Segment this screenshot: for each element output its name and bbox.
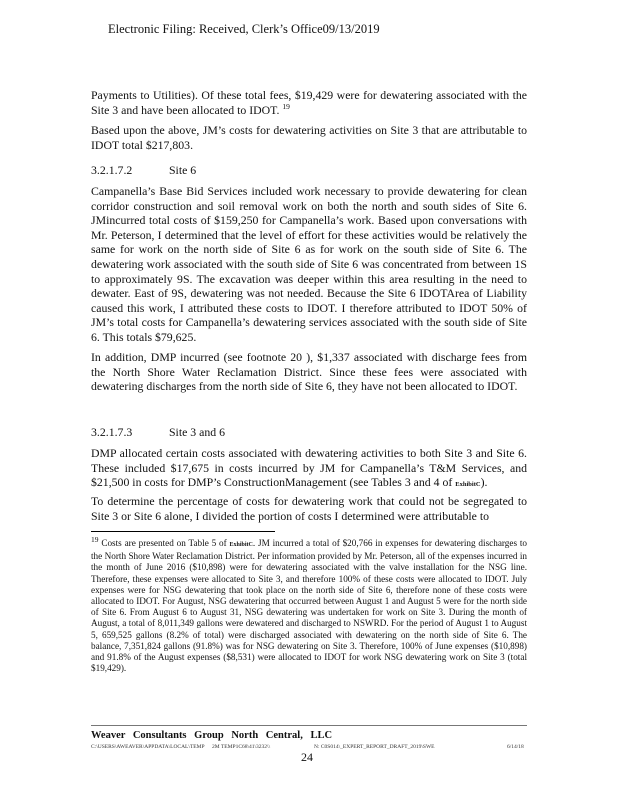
footnote-19: $^{19}$ Costs are presented on Table 5 of ExhibitC. JM incurred a total of $20,766 in expenses for dewatering discharges to the North Shore Water Reclamation District. Per information provided by Mr. Peterson, all of the expenses incurred in the month of June 2016 ($10,898) were for dewatering associated with the valve installation for the NSG line. Therefore, these expenses were allocated to Site 3, and therefore 100% of these costs were allocated to IDOT. July expenses were for NSG dewatering that took place on the north side of Site 6, therefore none of these costs were allocated to IDOT. For August, NSG dewatering that occurred between August 1 and August 5 were for the north side of Site 6. From August 6 to August 31, NSG dewatering was undertaken for work on Site 3. During the month of August, a total of 8,011,349 gallons were dewatered and discharged to NSWRD. For the period of August 1 to August 5, 659,525 gallons (8.2% of total) were discharged associated with dewatering on the north side of Site 6. The balance, 7,351,824 gallons (91.8%) was for NSG dewatering on Site 3. Therefore, 100% of June expenses ($10,898) and 91.8% of the August expenses ($8,531) were allocated to IDOT for work NSG dewatering work on Site 3 (total $19,429). <box>91 534 528 674</box>
footer-company: Weaver Consultants Group North Central, LLC <box>91 730 333 741</box>
paragraph-percentage: To determine the percentage of costs for dewatering work that could not be segregated to Site 3 or Site 6 alone, I divided the portion of costs I determined were attributable to <box>91 494 527 523</box>
paragraph-site6-base-bid: Campanella’s Base Bid Services included work necessary to provide dewatering for clean corridor construction and soil removal work on both the north and south sides of Site 6. JMincurred total costs of $159,250 for Campanella’s work. Based upon conversations with Mr. Peterson, I determined that the level of effort for these activities would be relatively the same for work on the north side of Site 6 as for work on the south side of Site 6. The dewatering work associated with the south side of Site 6 was concentrated from between 1S to approximately 9S. The excavation was deeper within this area resulting in the need to dewater. East of 9S, dewatering was not needed. Because the Site 6 IDOTArea of Liability caused this work, I attributed these costs to IDOT. I therefore attributed to IDOT 50% of JM’s total costs for Campanella’s dewatering services associated with the south side of Site 6. This totals $79,625. <box>91 184 527 344</box>
section-heading-site3-and-6 <box>91 425 226 440</box>
paragraph-allocated-costs: DMP allocated certain costs associated with dewatering activities to both Site 3 and Site 6. These included $17,675 in costs incurred by JM for Campanella’s T&M Services, and $21,500 in costs for DMP’s ConstructionManagement (see Tables 3 and 4 of ExhibitC). <box>91 446 527 490</box>
section-title: Site 6 <box>169 163 197 177</box>
footer-date: 6/14/18 <box>507 744 524 750</box>
footnote-divider <box>91 531 275 532</box>
section-number: 3.2.1.7.2 <box>91 163 133 177</box>
exhibit-reference: ExhibitC <box>229 542 253 548</box>
footer-path-3: N: C0S014\_EXPERT_REPORT_DRAFT_2019\SWE <box>314 744 435 750</box>
footer-divider <box>91 725 527 726</box>
footer-path-2: 2M TEMP1C68\41\3232\\ <box>212 744 271 750</box>
page-number: 24 <box>301 750 313 764</box>
exhibit-reference: ExhibitC <box>455 481 481 489</box>
footnote-number: 19 <box>91 534 99 544</box>
section-heading-site6 <box>91 163 197 178</box>
footnote-ref-19: 19 <box>282 101 290 111</box>
filing-header: Electronic Filing: Received, Clerk’s Office09/13/2019 <box>108 22 380 36</box>
footer-path-1: C:\USERS\AWEAVER\APPDATA\LOCAL\TEMP <box>91 744 205 750</box>
paragraph-site3-total: Based upon the above, JM’s costs for dewatering activities on Site 3 that are attributable to IDOT total $217,803. <box>91 123 527 152</box>
paragraph-dmp-discharge: In addition, DMP incurred (see footnote 20 ), $1,337 associated with discharge fees from the North Shore Water Reclamation District. Since these fees were associated with dewatering discharges from the north side of Site 6, they have not been allocated to IDOT. <box>91 350 527 394</box>
section-title: Site 3 and 6 <box>169 425 226 439</box>
paragraph-site3-fees: Payments to Utilities). Of these total fees, $19,429 were for dewatering associated with the Site 3 and have been allocated to IDOT. $^{19}$ <box>91 88 527 117</box>
section-number: 3.2.1.7.3 <box>91 425 133 439</box>
